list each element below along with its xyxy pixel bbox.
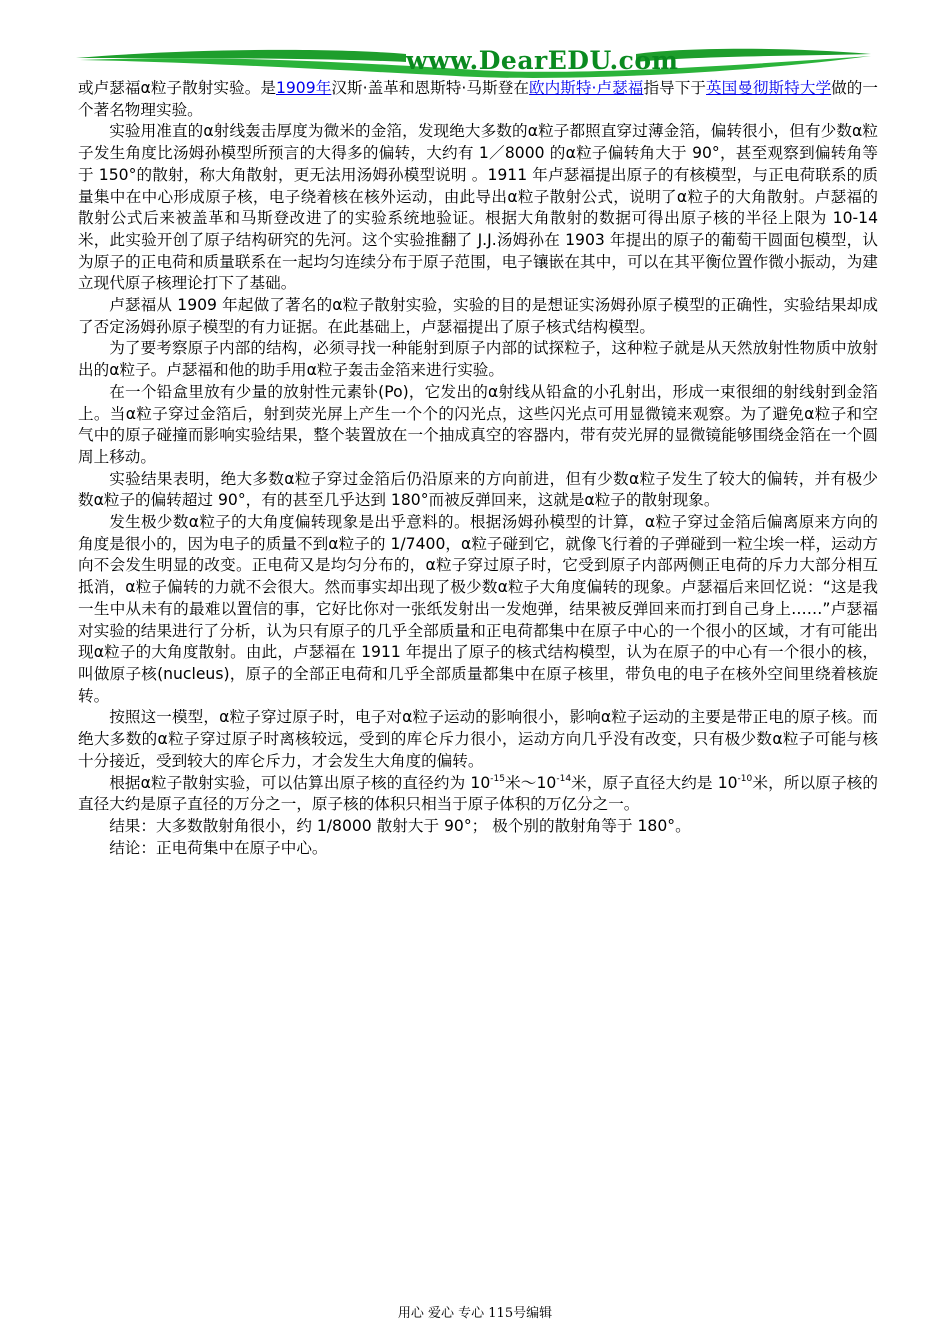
paragraph-text: 发生极少数α粒子的大角度偏转现象是出乎意料的。根据汤姆孙模型的计算，α粒子穿过金箔后偏离原来方向的角度是很小的，因为电子的质量不到α粒子的 1/7400，α粒子碰到它，就像飞行着的子弹碰到一粒尘埃一样，运动方向不会发生明显的改变。正电荷又是均匀分布的，α粒子穿过原子时，它受到原子内部两侧正电荷的斥力大部分相互抵消，α粒子偏转的力就不会很大。然而事实却出现了极少数α粒子大角度偏转的现象。卢瑟福后来回忆说：“这是我一生中从未有的最难以置信的事，它好比你对一张纸发射出一发炮弹，结果被反弹回来而打到自己身上……”卢瑟福对实验的结果进行了分析，认为只有原子的几乎全部质量和正电荷都集中在原子中心的一个很小的区域，才有可能出现α粒子的大角度散射。由此，卢瑟福在 1911 年提出了原子的核式结构模型，认为在原子的中心有一个很小的核，叫做原子核(nucleus)，原子的全部正电荷和几乎全部质量都集中在原子核里，带负电的电子在核外空间里绕着核旋转。 [78,513,878,705]
paragraph-text: 结果：大多数散射角很小，约 1/8000 散射大于 90°； 极个别的散射角等于 180°。 [109,816,691,835]
paragraph-text: 按照这一模型，α粒子穿过原子时，电子对α粒子运动的影响很小，影响α粒子运动的主要是带正电的原子核。而绝大多数的α粒子穿过原子时离核较远，受到的库仑斥力很小，运动方向几乎没有改变，只有极少数α粒子可能与核十分接近，受到较大的库仑斥力，才会发生大角度的偏转。 [78,708,878,770]
paragraph-text: 或卢瑟福α粒子散射实验。是 [78,79,276,97]
paragraph [78,78,878,121]
paragraph [78,707,878,772]
paragraph [78,838,878,860]
paragraph [78,382,878,469]
paragraph-text: 为了要考察原子内部的结构，必须寻找一种能射到原子内部的试探粒子，这种粒子就是从天然放射性物质中放射出的α粒子。卢瑟福和他的助手用α粒子轰击金箔来进行实验。 [78,339,878,380]
paragraph [78,512,878,707]
page-footer: 用心 爱心 专心 115号编辑 [397,1306,553,1321]
paragraph-text: 米，原子直径大约是 10 [571,773,738,792]
exponent-superscript: -15 [490,773,505,784]
paragraph-text: 汉斯·盖革和恩斯特·马斯登在 [331,79,529,97]
paragraph-text: 实验用准直的α射线轰击厚度为微米的金箔，发现绝大多数的α粒子都照直穿过薄金箔，偏转很小，但有少数α粒子发生角度比汤姆孙模型所预言的大得多的偏转，大约有 1／8000 的α粒子偏转角大于 90°，甚至观察到偏转角等于 150°的散射，称大角散射，更无法用汤姆孙模型说明 。1911 年卢瑟福提出原子的有核模型，与正电荷联系的质量集中在中心形成原子核，电子绕着核在核外运动，由此导出α粒子散射公式，说明了α粒子的大角散射。卢瑟福的散射公式后来被盖革和马斯登改进了的实验系统地验证。根据大角散射的数据可得出原子核的半径上限为 10-14 米，此实验开创了原子结构研究的先河。这个实验推翻了 J.J.汤姆孙在 1903 年提出的原子的葡萄干圆面包模型，认为原子的正电荷和质量联系在一起均匀连续分布于原子范围，电子镶嵌在其中，可以在其平衡位置作微小振动，为建立现代原子核理论打下了基础。 [78,122,878,293]
paragraph [78,469,878,512]
exponent-superscript: -14 [556,773,572,784]
paragraph [78,816,878,838]
hyperlink[interactable]: 1909年 [275,79,332,97]
paragraph [78,773,878,816]
hyperlink[interactable]: 欧内斯特·卢瑟福 [528,79,644,97]
paragraph-text: 结论：正电荷集中在原子中心。 [109,838,328,857]
paragraph [78,295,878,338]
paragraph-text: 在一个铅盒里放有少量的放射性元素钋(Po)，它发出的α射线从铅盒的小孔射出，形成一束很细的射线射到金箔上。当α粒子穿过金箔后，射到荧光屏上产生一个个的闪光点，这些闪光点可用显微镜来观察。为了避免α粒子和空气中的原子碰撞而影响实验结果，整个装置放在一个抽成真空的容器内，带有荧光屏的显微镜能够围绕金箔在一个圆周上移动。 [78,382,878,466]
exponent-superscript: -10 [737,773,753,784]
paragraph [78,338,878,381]
paragraph [78,121,878,295]
document-body [78,78,878,859]
paragraph-text: 实验结果表明，绝大多数α粒子穿过金箔后仍沿原来的方向前进，但有少数α粒子发生了较大的偏转，并有极少数α粒子的偏转超过 90°，有的甚至几乎达到 180°而被反弹回来，这就是α粒子的散射现象。 [78,469,878,510]
paragraph-text: 根据α粒子散射实验，可以估算出原子核的直径约为 10 [109,773,491,792]
paragraph-text: 做的一个著名物理实验。 [78,79,878,119]
hyperlink[interactable]: 英国曼彻斯特大学 [706,79,832,97]
paragraph-text: 米，所以原子核的直径大约是原子直径的万分之一，原子核的体积只相当于原子体积的万亿分之一。 [78,773,878,814]
paragraph-text: 米～10 [504,773,557,792]
paragraph-text: 卢瑟福从 1909 年起做了著名的α粒子散射实验，实验的目的是想证实汤姆孙原子模型的正确性，实验结果却成了否定汤姆孙原子模型的有力证据。在此基础上，卢瑟福提出了原子核式结构模型。 [78,296,878,336]
paragraph-text: 指导下于 [643,79,706,97]
site-logo-text: www.DearEDU.com [406,46,679,75]
